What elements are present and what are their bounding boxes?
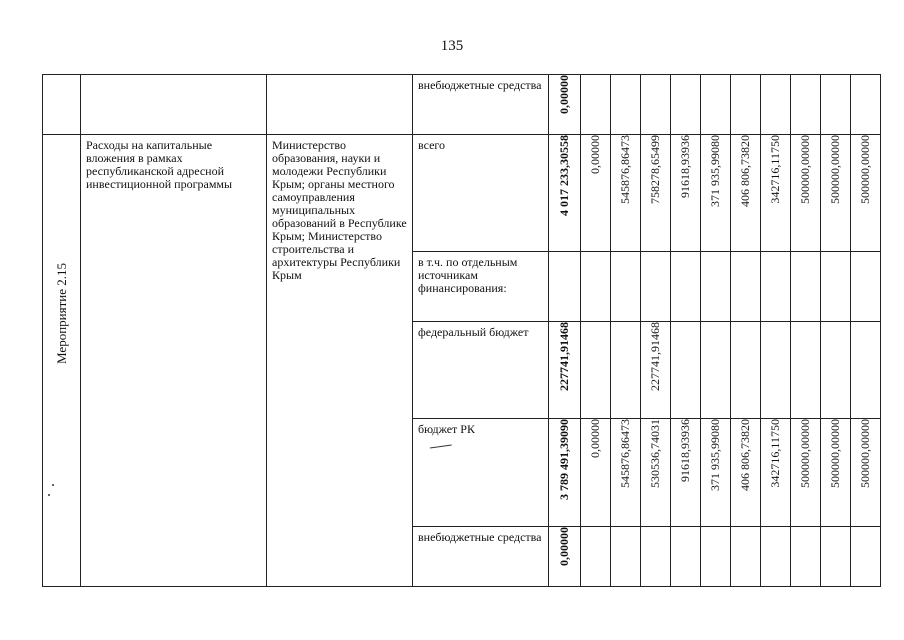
year-cell [641,527,671,587]
year-cell [791,75,821,135]
source-label-cell [413,322,549,419]
year-cell [821,527,851,587]
year-cell [701,527,731,587]
source-label-cell [413,527,549,587]
year-value: 500000,00000 [828,135,842,204]
year-value: 758278,65499 [648,135,662,204]
page-number: 135 [440,38,464,54]
year-cell [851,527,881,587]
year-cell [611,135,641,252]
year-cell [581,75,611,135]
year-cell [731,75,761,135]
measure-description: Расходы на капитальные вложения в рамках республиканской адресной инвестиционной программы [86,138,233,191]
year-cell [761,322,791,419]
year-value: 371 935,99080 [708,419,722,491]
source-label: внебюджетные средства [418,530,542,544]
scan-speck [52,484,54,486]
total-value: 0,00000 [557,75,571,114]
scan-speck [48,494,50,496]
year-value: 406 806,73820 [738,135,752,207]
year-cell [641,252,671,322]
year-cell [581,322,611,419]
year-value: 342716,11750 [768,419,782,488]
year-cell [641,419,671,527]
year-cell [611,252,641,322]
source-label: федеральный бюджет [418,325,529,339]
total-cell [549,527,581,587]
total-value: 3 789 491,39090 [557,419,571,500]
year-cell [731,419,761,527]
year-cell [581,252,611,322]
year-cell [671,419,701,527]
total-cell [549,322,581,419]
year-cell [671,135,701,252]
year-cell [851,135,881,252]
source-label: всего [418,138,446,152]
table-row [43,135,881,252]
year-cell [671,252,701,322]
year-cell [701,75,731,135]
year-cell [731,322,761,419]
year-cell [611,527,641,587]
table-row-top [43,75,881,135]
year-cell [761,419,791,527]
year-cell [671,75,701,135]
year-cell [701,252,731,322]
year-cell [761,135,791,252]
year-cell [761,75,791,135]
year-cell [731,135,761,252]
year-cell [851,252,881,322]
year-cell [701,135,731,252]
total-value: 4 017 233,30558 [557,135,571,216]
year-cell [851,419,881,527]
year-value: 500000,00000 [798,135,812,204]
empty-cell [267,75,413,135]
year-cell [701,322,731,419]
year-cell [671,322,701,419]
year-cell [761,527,791,587]
year-value: 406 806,73820 [738,419,752,491]
total-value: 227741,91468 [557,322,571,391]
year-cell [791,322,821,419]
year-value: 545876,86473 [618,419,632,488]
year-value: 500000,00000 [798,419,812,488]
source-label-cell [413,419,549,527]
year-value: 91618,93936 [678,419,692,482]
year-cell [791,419,821,527]
year-value: 500000,00000 [828,419,842,488]
total-cell [549,135,581,252]
year-value: 0,00000 [588,419,602,458]
year-value: 0,00000 [588,135,602,174]
year-value: 91618,93936 [678,135,692,198]
year-cell [791,252,821,322]
year-cell [611,75,641,135]
total-cell [549,419,581,527]
year-cell [791,527,821,587]
year-cell [701,419,731,527]
empty-cell [81,75,267,135]
source-label: внебюджетные средства [418,78,542,92]
year-cell [581,135,611,252]
year-value: 227741,91468 [648,322,662,391]
year-cell [821,252,851,322]
year-cell [611,419,641,527]
year-cell [821,419,851,527]
year-cell [581,527,611,587]
year-cell [821,75,851,135]
year-cell [731,252,761,322]
year-cell [791,135,821,252]
empty-cell [43,75,81,135]
responsible-cell [267,135,413,587]
year-cell [611,322,641,419]
year-cell [641,75,671,135]
source-label-cell [413,135,549,252]
measure-code: Мероприятие 2.15 [54,263,69,364]
responsible-executors: Министерство образования, науки и молодежи Республики Крым; органы местного самоуправления муниципальных образований в Республике Крым; Министерство строительства и архитектуры Республики Крым [272,138,407,282]
year-cell [641,135,671,252]
measure-description-cell [81,135,267,587]
measure-code-cell [43,135,81,587]
year-cell [821,135,851,252]
source-label-cell [413,252,549,322]
source-label: бюджет РК [418,422,475,436]
year-cell [641,322,671,419]
year-value: 371 935,99080 [708,135,722,207]
year-cell [821,322,851,419]
total-cell [549,75,581,135]
source-label-cell [413,75,549,135]
total-value: 0,00000 [557,527,571,566]
total-cell [549,252,581,322]
year-cell [851,322,881,419]
year-cell [761,252,791,322]
year-value: 500000,00000 [858,419,872,488]
year-value: 342716,11750 [768,135,782,204]
year-value: 500000,00000 [858,135,872,204]
source-label: в т.ч. по отдельным источникам финансирования: [418,255,518,295]
year-cell [731,527,761,587]
year-value: 545876,86473 [618,135,632,204]
budget-table [42,74,881,587]
year-cell [851,75,881,135]
year-cell [581,419,611,527]
year-value: 530536,74031 [648,419,662,488]
year-cell [671,527,701,587]
